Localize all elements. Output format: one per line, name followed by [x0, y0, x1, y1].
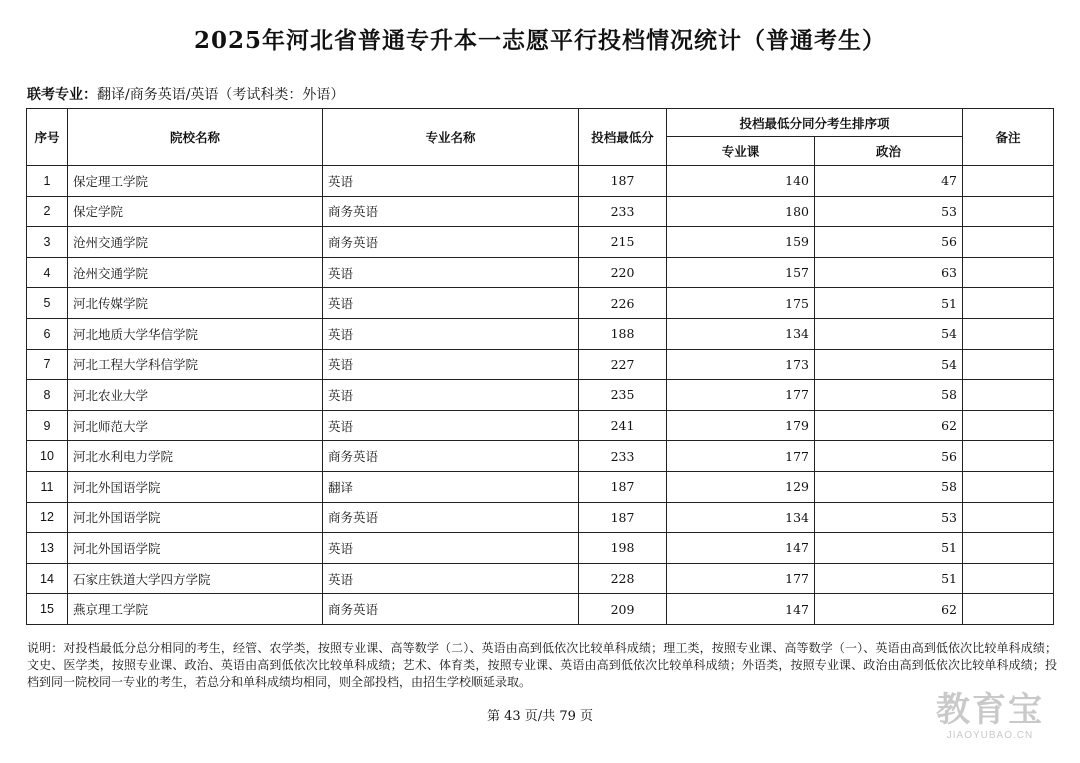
- cell-remark: [963, 502, 1054, 533]
- table-row: [27, 318, 1054, 349]
- cell-no: 13: [27, 533, 68, 564]
- cell-major: 英语: [323, 533, 579, 564]
- cell-major-course: 159: [667, 227, 815, 258]
- table-row: [27, 471, 1054, 502]
- cell-remark: [963, 380, 1054, 411]
- cell-major: 英语: [323, 410, 579, 441]
- cell-no: 4: [27, 257, 68, 288]
- cell-politics: 53: [815, 196, 963, 227]
- cell-remark: [963, 227, 1054, 258]
- cell-school: 河北外国语学院: [68, 502, 323, 533]
- cell-politics: 58: [815, 380, 963, 411]
- cell-major-course: 134: [667, 318, 815, 349]
- table-row: [27, 594, 1054, 625]
- header-major-course: 专业课: [667, 137, 815, 166]
- cell-remark: [963, 533, 1054, 564]
- cell-min-score: 220: [579, 257, 667, 288]
- cell-school: 河北工程大学科信学院: [68, 349, 323, 380]
- subject-value: 翻译/商务英语/英语（考试科类：外语）: [97, 87, 345, 103]
- cell-min-score: 233: [579, 196, 667, 227]
- page-footer: 第 43 页/共 79 页: [487, 709, 593, 724]
- cell-school: 保定理工学院: [68, 166, 323, 197]
- watermark-main: 教育宝: [936, 690, 1044, 730]
- cell-remark: [963, 594, 1054, 625]
- subject-line: [27, 84, 344, 104]
- cell-major: 商务英语: [323, 196, 579, 227]
- header-school: 院校名称: [68, 109, 323, 166]
- cell-politics: 62: [815, 594, 963, 625]
- cell-major-course: 147: [667, 594, 815, 625]
- cell-min-score: 187: [579, 166, 667, 197]
- cell-major: 英语: [323, 349, 579, 380]
- cell-politics: 47: [815, 166, 963, 197]
- cell-politics: 63: [815, 257, 963, 288]
- cell-min-score: 187: [579, 502, 667, 533]
- cell-major: 英语: [323, 563, 579, 594]
- table-row: [27, 380, 1054, 411]
- cell-major: 英语: [323, 318, 579, 349]
- cell-no: 2: [27, 196, 68, 227]
- cell-school: 河北外国语学院: [68, 471, 323, 502]
- cell-major-course: 157: [667, 257, 815, 288]
- cell-school: 河北水利电力学院: [68, 441, 323, 472]
- table-row: [27, 349, 1054, 380]
- table-row: [27, 166, 1054, 197]
- cell-major: 商务英语: [323, 502, 579, 533]
- cell-major-course: 177: [667, 441, 815, 472]
- table-row: [27, 257, 1054, 288]
- cell-major: 翻译: [323, 471, 579, 502]
- cell-politics: 51: [815, 533, 963, 564]
- header-remark: 备注: [963, 109, 1054, 166]
- page-title: 2025年河北省普通专升本一志愿平行投档情况统计（普通考生）: [193, 27, 886, 54]
- cell-remark: [963, 563, 1054, 594]
- cell-remark: [963, 166, 1054, 197]
- cell-min-score: 228: [579, 563, 667, 594]
- cell-min-score: 241: [579, 410, 667, 441]
- cell-politics: 58: [815, 471, 963, 502]
- cell-politics: 62: [815, 410, 963, 441]
- cell-major: 商务英语: [323, 227, 579, 258]
- cell-school: 石家庄铁道大学四方学院: [68, 563, 323, 594]
- cell-school: 河北师范大学: [68, 410, 323, 441]
- table-row: [27, 533, 1054, 564]
- cell-min-score: 233: [579, 441, 667, 472]
- cell-major-course: 134: [667, 502, 815, 533]
- cell-major-course: 147: [667, 533, 815, 564]
- header-politics: 政治: [815, 137, 963, 166]
- cell-no: 11: [27, 471, 68, 502]
- table-row: [27, 563, 1054, 594]
- cell-no: 5: [27, 288, 68, 319]
- cell-major-course: 179: [667, 410, 815, 441]
- cell-politics: 56: [815, 441, 963, 472]
- cell-politics: 51: [815, 288, 963, 319]
- cell-school: 河北外国语学院: [68, 533, 323, 564]
- cell-major-course: 177: [667, 563, 815, 594]
- subject-label: 联考专业：: [27, 87, 97, 103]
- admission-table: [26, 108, 1054, 625]
- cell-min-score: 209: [579, 594, 667, 625]
- cell-school: 沧州交通学院: [68, 227, 323, 258]
- cell-remark: [963, 196, 1054, 227]
- cell-min-score: 187: [579, 471, 667, 502]
- cell-min-score: 226: [579, 288, 667, 319]
- cell-no: 3: [27, 227, 68, 258]
- cell-no: 8: [27, 380, 68, 411]
- cell-no: 1: [27, 166, 68, 197]
- header-major: 专业名称: [323, 109, 579, 166]
- cell-politics: 51: [815, 563, 963, 594]
- table-row: [27, 441, 1054, 472]
- cell-no: 9: [27, 410, 68, 441]
- table-row: [27, 227, 1054, 258]
- cell-remark: [963, 288, 1054, 319]
- cell-remark: [963, 471, 1054, 502]
- cell-min-score: 215: [579, 227, 667, 258]
- cell-remark: [963, 257, 1054, 288]
- cell-major-course: 180: [667, 196, 815, 227]
- cell-min-score: 198: [579, 533, 667, 564]
- cell-no: 14: [27, 563, 68, 594]
- cell-major: 英语: [323, 288, 579, 319]
- cell-no: 6: [27, 318, 68, 349]
- cell-min-score: 235: [579, 380, 667, 411]
- watermark-sub: JIAOYUBAO.CN: [946, 730, 1034, 741]
- header-tie-group: 投档最低分同分考生排序项: [667, 109, 963, 137]
- cell-school: 河北地质大学华信学院: [68, 318, 323, 349]
- cell-major-course: 175: [667, 288, 815, 319]
- cell-min-score: 188: [579, 318, 667, 349]
- header-min-score: 投档最低分: [579, 109, 667, 166]
- cell-school: 燕京理工学院: [68, 594, 323, 625]
- table-row: [27, 410, 1054, 441]
- table-row: [27, 196, 1054, 227]
- cell-major: 英语: [323, 380, 579, 411]
- cell-politics: 53: [815, 502, 963, 533]
- cell-remark: [963, 410, 1054, 441]
- cell-politics: 56: [815, 227, 963, 258]
- cell-politics: 54: [815, 349, 963, 380]
- cell-min-score: 227: [579, 349, 667, 380]
- cell-no: 7: [27, 349, 68, 380]
- cell-major-course: 140: [667, 166, 815, 197]
- cell-major-course: 177: [667, 380, 815, 411]
- cell-major: 英语: [323, 257, 579, 288]
- cell-remark: [963, 349, 1054, 380]
- cell-remark: [963, 441, 1054, 472]
- cell-major-course: 173: [667, 349, 815, 380]
- header-no: 序号: [27, 109, 68, 166]
- explanation-note: 说明：对投档最低分总分相同的考生，经管、农学类，按照专业课、高等数学（二）、英语由高到低依次比较单科成绩；理工类，按照专业课、高等数学（一）、英语由高到低依次比较单科成绩；文史、医学类，按照专业课、政治、英语由高到低依次比较单科成绩；艺术、体育类，按照专业课、英语由高到低依次比较单科成绩；外语类，按照专业课、政治由高到低依次比较单科成绩；投档到同一院校同一专业的考生，若总分和单科成绩均相同，则全部投档，由招生学校顺延录取。: [27, 641, 1057, 689]
- table-row: [27, 288, 1054, 319]
- cell-no: 10: [27, 441, 68, 472]
- watermark-logo: [915, 690, 1065, 750]
- cell-no: 15: [27, 594, 68, 625]
- cell-major: 商务英语: [323, 594, 579, 625]
- cell-school: 沧州交通学院: [68, 257, 323, 288]
- cell-school: 河北农业大学: [68, 380, 323, 411]
- cell-politics: 54: [815, 318, 963, 349]
- cell-major: 英语: [323, 166, 579, 197]
- cell-remark: [963, 318, 1054, 349]
- table-row: [27, 502, 1054, 533]
- cell-school: 河北传媒学院: [68, 288, 323, 319]
- cell-school: 保定学院: [68, 196, 323, 227]
- cell-major-course: 129: [667, 471, 815, 502]
- cell-major: 商务英语: [323, 441, 579, 472]
- cell-no: 12: [27, 502, 68, 533]
